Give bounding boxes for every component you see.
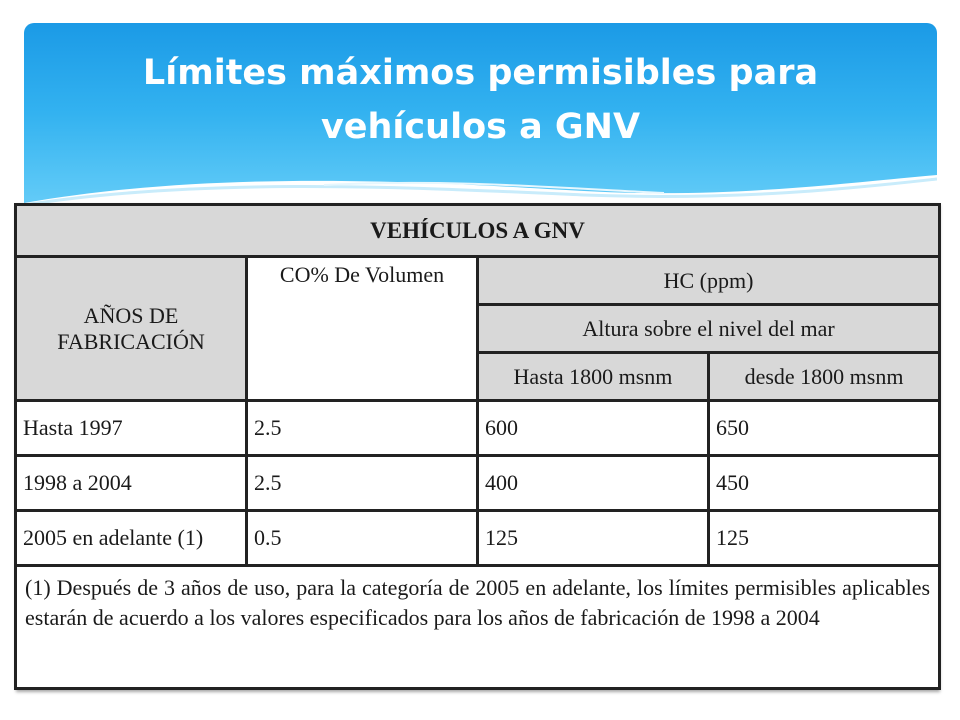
cell-co: 2.5 <box>247 401 478 456</box>
header-year-line-1: AÑOS DE <box>83 302 179 328</box>
header-altitude: Altura sobre el nivel del mar <box>478 305 940 353</box>
table-row <box>16 511 940 566</box>
cell-hc-high: 450 <box>709 456 940 511</box>
table-row <box>16 401 940 456</box>
cell-hc-low: 600 <box>478 401 709 456</box>
header-hc-low: Hasta 1800 msnm <box>478 353 709 401</box>
header-row-1 <box>16 257 940 305</box>
cell-year: 1998 a 2004 <box>16 456 247 511</box>
header-year <box>16 257 247 401</box>
cell-hc-low: 125 <box>478 511 709 566</box>
cell-co: 0.5 <box>247 511 478 566</box>
table-title: VEHÍCULOS A GNV <box>16 205 940 257</box>
cell-year: Hasta 1997 <box>16 401 247 456</box>
cell-hc-high: 125 <box>709 511 940 566</box>
slide-title <box>24 46 937 154</box>
table-row <box>16 456 940 511</box>
cell-hc-low: 400 <box>478 456 709 511</box>
cell-hc-high: 650 <box>709 401 940 456</box>
header-co: CO% De Volumen <box>247 257 478 401</box>
title-line-1: Límites máximos permisibles para <box>142 53 819 93</box>
table-title-row <box>16 205 940 257</box>
cell-year: 2005 en adelante (1) <box>16 511 247 566</box>
table-footnote: (1) Después de 3 años de uso, para la categoría de 2005 en adelante, los límites permisibles aplicables estarán de acuerdo a los valores especificados para los años de fabricación de 1998 a 2004 <box>16 566 940 689</box>
header-hc: HC (ppm) <box>478 257 940 305</box>
emission-limits-table <box>14 203 938 690</box>
gnv-table <box>14 203 941 690</box>
header-year-line-2: FABRICACIÓN <box>57 328 205 354</box>
cell-co: 2.5 <box>247 456 478 511</box>
footnote-row <box>16 566 940 689</box>
header-hc-high: desde 1800 msnm <box>709 353 940 401</box>
title-line-2: vehículos a GNV <box>320 107 641 147</box>
